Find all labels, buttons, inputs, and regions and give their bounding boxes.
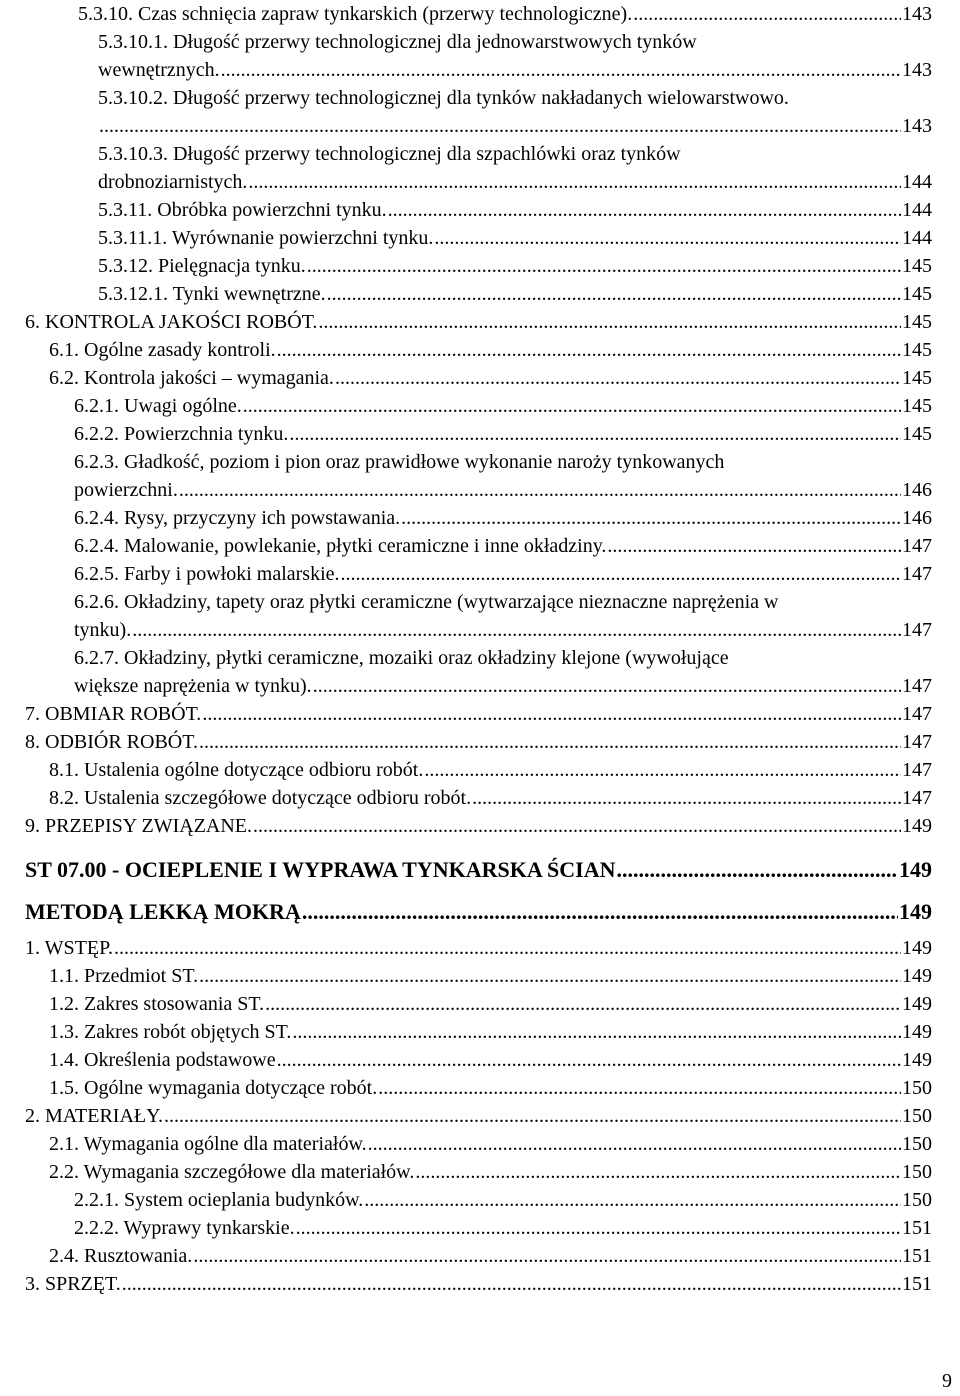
- toc-entry[interactable]: [74, 420, 932, 448]
- toc-entry-title: większe naprężenia w tynku).: [74, 675, 312, 697]
- toc-entry-title: drobnoziarnistych.: [98, 171, 248, 193]
- toc-entry-title: 2. MATERIAŁY.: [25, 1105, 163, 1127]
- dot-leader: [221, 56, 901, 84]
- dot-leader: [415, 1158, 901, 1186]
- toc-entry[interactable]: [74, 588, 932, 644]
- toc-entry[interactable]: [98, 28, 932, 84]
- toc-page-number: 145: [902, 423, 932, 445]
- toc-page-number: 144: [902, 227, 932, 249]
- toc-entry[interactable]: [25, 728, 932, 756]
- toc-entry-title: 6.2.2. Powierzchnia tynku.: [74, 423, 289, 445]
- dot-leader: [292, 1018, 901, 1046]
- toc-page-number: 150: [902, 1189, 932, 1211]
- toc-entry-title: 6.2.5. Farby i powłoki malarskie.: [74, 563, 340, 585]
- toc-page-number: 147: [902, 675, 932, 697]
- toc-entry-title: 2.2. Wymagania szczegółowe dla materiałów.: [49, 1161, 415, 1183]
- dot-leader: [199, 962, 901, 990]
- toc-entry[interactable]: [49, 1018, 932, 1046]
- toc-entry-title: 8. ODBIÓR ROBÓT.: [25, 731, 198, 753]
- toc-page-number: 144: [902, 171, 932, 193]
- toc-page-number: 147: [902, 535, 932, 557]
- toc-entry-title: 9. PRZEPISY ZWIĄZANE.: [25, 815, 253, 837]
- toc-entry[interactable]: [74, 560, 932, 588]
- toc-entry-title: 6.1. Ogólne zasady kontroli.: [49, 339, 276, 361]
- toc-page-number: 143: [902, 3, 932, 25]
- toc-page-number: 143: [902, 59, 932, 81]
- toc-page-number: 145: [902, 395, 932, 417]
- toc-page-number: 150: [902, 1077, 932, 1099]
- toc-page-number: 150: [902, 1105, 932, 1127]
- toc-entry[interactable]: [49, 756, 932, 784]
- toc-entry-title: 5.3.11.1. Wyrównanie powierzchni tynku.: [98, 227, 434, 249]
- dot-leader: [164, 1102, 901, 1130]
- toc-page-number: 146: [902, 507, 932, 529]
- dot-leader: [368, 1130, 901, 1158]
- dot-leader: [472, 784, 901, 812]
- toc-entry[interactable]: [74, 392, 932, 420]
- dot-leader: [335, 364, 901, 392]
- page-number: 9: [942, 1370, 952, 1392]
- toc-entry[interactable]: [25, 700, 932, 728]
- toc-page-number: 149: [902, 937, 932, 959]
- toc-entry-title: 2.1. Wymagania ogólne dla materiałów.: [49, 1133, 367, 1155]
- toc-entry[interactable]: [25, 852, 932, 884]
- toc-entry[interactable]: [74, 1186, 932, 1214]
- dot-leader: [364, 1186, 901, 1214]
- toc-entry[interactable]: [49, 1130, 932, 1158]
- toc-page-number: 147: [902, 703, 932, 725]
- dot-leader: [265, 990, 901, 1018]
- toc-page-number: 147: [902, 563, 932, 585]
- toc-entry[interactable]: [49, 1158, 932, 1186]
- toc-entry-title: 2.2.1. System ocieplania budynków.: [74, 1189, 364, 1211]
- toc-page-number: 149: [902, 993, 932, 1015]
- toc-page-number: 149: [902, 815, 932, 837]
- dot-leader: [193, 1242, 901, 1270]
- toc-entry-title: tynku).: [74, 619, 132, 641]
- toc-entry[interactable]: [49, 336, 932, 364]
- toc-entry-title: 1.5. Ogólne wymagania dotyczące robót.: [49, 1077, 378, 1099]
- toc-page-number: 149: [902, 965, 932, 987]
- toc-entry[interactable]: [78, 0, 932, 28]
- toc-entry[interactable]: [74, 644, 932, 700]
- toc-entry[interactable]: [98, 224, 932, 252]
- toc-entry-title: 6. KONTROLA JAKOŚCI ROBÓT.: [25, 311, 318, 333]
- toc-entry-title: METODĄ LEKKĄ MOKRĄ: [25, 899, 301, 924]
- toc-page-number: 151: [902, 1245, 932, 1267]
- toc-page-number: 149: [902, 1021, 932, 1043]
- toc-entry[interactable]: [98, 252, 932, 280]
- dot-leader: [243, 392, 901, 420]
- toc-entry-title: 1.3. Zakres robót objętych ST.: [49, 1021, 292, 1043]
- toc-page-number: 146: [902, 479, 932, 501]
- toc-entry[interactable]: [98, 196, 932, 224]
- dot-leader: [132, 616, 901, 644]
- toc-entry-title: 6.2.1. Uwagi ogólne.: [74, 395, 242, 417]
- toc-entry-title: 1.2. Zakres stosowania ST.: [49, 993, 265, 1015]
- toc-page-number: 147: [902, 619, 932, 641]
- toc-page-number: 147: [902, 787, 932, 809]
- toc-page-number: 145: [902, 367, 932, 389]
- dot-leader: [302, 898, 898, 926]
- toc-entry[interactable]: [25, 812, 932, 840]
- dot-leader: [434, 224, 901, 252]
- toc-page-number: 150: [902, 1161, 932, 1183]
- toc-entry-title: 5.3.12.1. Tynki wewnętrzne.: [98, 283, 326, 305]
- dot-leader: [289, 420, 901, 448]
- toc-page-number: 145: [902, 255, 932, 277]
- toc-entry-title: ST 07.00 - OCIEPLENIE I WYPRAWA TYNKARSKA ŚCIAN: [25, 857, 616, 882]
- toc-entry[interactable]: [25, 308, 932, 336]
- toc-page-number: 145: [902, 339, 932, 361]
- toc-entry-title: 1.1. Przedmiot ST.: [49, 965, 199, 987]
- dot-leader: [633, 0, 901, 28]
- toc-entry-title: wewnętrznych.: [98, 59, 220, 81]
- toc-entry-line: 6.2.7. Okładziny, płytki ceramiczne, mozaiki oraz okładziny klejone (wywołujące: [74, 647, 729, 669]
- toc-entry-title: 6.2.4. Malowanie, powlekanie, płytki ceramiczne i inne okładziny.: [74, 535, 607, 557]
- toc-entry[interactable]: [49, 1242, 932, 1270]
- toc-entry-line: 5.3.10.2. Długość przerwy technologicznej dla tynków nakładanych wielowarstwowo.: [98, 87, 789, 109]
- dot-leader: [277, 336, 901, 364]
- dot-leader: [179, 476, 901, 504]
- dot-leader: [296, 1214, 901, 1242]
- toc-entry[interactable]: [49, 990, 932, 1018]
- toc-page-number: 144: [902, 199, 932, 221]
- dot-leader: [202, 700, 901, 728]
- toc-page-number: 145: [902, 311, 932, 333]
- toc-page-number: 149: [902, 1049, 932, 1071]
- toc-entry-title: 8.1. Ustalenia ogólne dotyczące odbioru robót.: [49, 759, 424, 781]
- toc-entry[interactable]: [74, 504, 932, 532]
- toc-entry[interactable]: [74, 1214, 932, 1242]
- toc-entry-title: 6.2.4. Rysy, przyczyny ich powstawania.: [74, 507, 401, 529]
- toc-entry-title: 8.2. Ustalenia szczegółowe dotyczące odbioru robót.: [49, 787, 472, 809]
- toc-entry-title: 5.3.12. Pielęgnacja tynku.: [98, 255, 306, 277]
- toc-entry[interactable]: [74, 532, 932, 560]
- toc-entry[interactable]: [25, 1270, 932, 1298]
- toc-entry[interactable]: [49, 1074, 932, 1102]
- toc-page-number: 145: [902, 283, 932, 305]
- toc-entry[interactable]: [25, 894, 932, 926]
- toc-entry-title: 2.4. Rusztowania.: [49, 1245, 193, 1267]
- toc-entry[interactable]: [49, 962, 932, 990]
- dot-leader: [318, 308, 901, 336]
- toc-entry[interactable]: [25, 934, 932, 962]
- toc-entry[interactable]: [98, 84, 932, 140]
- dot-leader: [616, 856, 898, 884]
- dot-leader: [277, 1046, 901, 1074]
- toc-entry-title: 1. WSTĘP.: [25, 937, 113, 959]
- dot-leader: [313, 672, 901, 700]
- toc-page-number: 151: [902, 1217, 932, 1239]
- dot-leader: [253, 812, 901, 840]
- toc-page-number: 147: [902, 731, 932, 753]
- toc-entry-title: 7. OBMIAR ROBÓT.: [25, 703, 202, 725]
- toc-entry-title: 5.3.10. Czas schnięcia zapraw tynkarskich (przerwy technologiczne).: [78, 3, 633, 25]
- toc-entry[interactable]: [74, 448, 932, 504]
- toc-entry-line: 5.3.10.1. Długość przerwy technologicznej dla jednowarstwowych tynków: [98, 31, 697, 53]
- dot-leader: [307, 252, 901, 280]
- toc-page-number: 151: [902, 1273, 932, 1295]
- dot-leader: [199, 728, 901, 756]
- dot-leader: [114, 934, 901, 962]
- toc-entry[interactable]: [25, 1102, 932, 1130]
- toc-entry-line: 6.2.3. Gładkość, poziom i pion oraz prawidłowe wykonanie naroży tynkowanych: [74, 451, 725, 473]
- toc-entry-title: 2.2.2. Wyprawy tynkarskie.: [74, 1217, 295, 1239]
- dot-leader: [378, 1074, 901, 1102]
- toc-entry-title: 1.4. Określenia podstawowe: [49, 1049, 276, 1071]
- toc-entry[interactable]: [98, 280, 932, 308]
- toc-entry-title: 5.3.11. Obróbka powierzchni tynku.: [98, 199, 387, 221]
- dot-leader: [122, 1270, 901, 1298]
- toc-page-number: 149: [899, 899, 932, 924]
- dot-leader: [327, 280, 901, 308]
- toc-page-number: 147: [902, 759, 932, 781]
- toc-page-number: 149: [899, 857, 932, 882]
- toc-entry-title: powierzchni.: [74, 479, 178, 501]
- dot-leader: [248, 168, 901, 196]
- toc-entry-line: 6.2.6. Okładziny, tapety oraz płytki ceramiczne (wytwarzające nieznaczne naprężenia w: [74, 591, 779, 613]
- toc-entry-title: 3. SPRZĘT.: [25, 1273, 121, 1295]
- dot-leader: [341, 560, 901, 588]
- toc-entry[interactable]: [49, 1046, 932, 1074]
- toc-entry-line: 5.3.10.3. Długość przerwy technologicznej dla szpachlówki oraz tynków: [98, 143, 681, 165]
- dot-leader: [99, 112, 901, 140]
- toc-page-number: 143: [902, 115, 932, 137]
- dot-leader: [401, 504, 901, 532]
- dot-leader: [424, 756, 901, 784]
- toc-entry[interactable]: [49, 364, 932, 392]
- dot-leader: [607, 532, 901, 560]
- toc-page-number: 150: [902, 1133, 932, 1155]
- toc-entry[interactable]: [49, 784, 932, 812]
- toc-entry[interactable]: [98, 140, 932, 196]
- dot-leader: [388, 196, 901, 224]
- toc-entry-title: 6.2. Kontrola jakości – wymagania.: [49, 367, 334, 389]
